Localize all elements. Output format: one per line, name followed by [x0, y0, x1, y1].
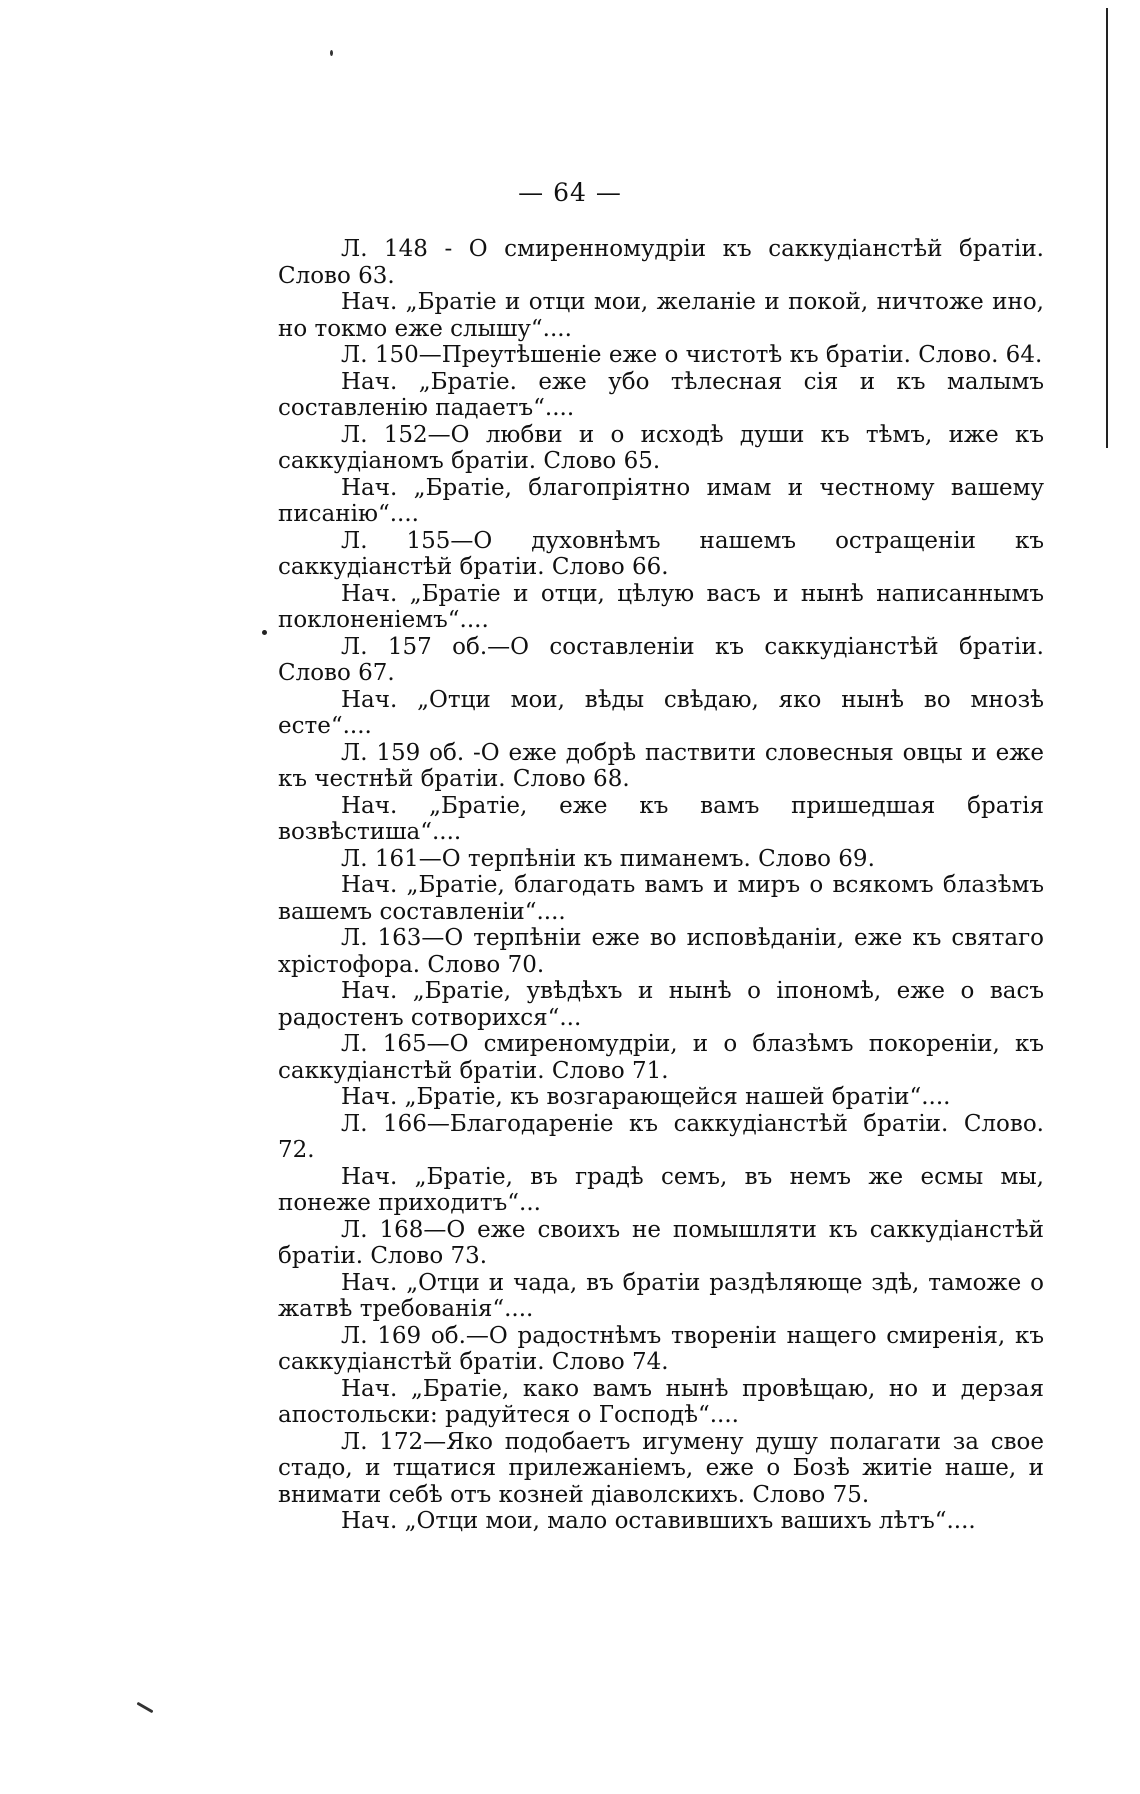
margin-mark [262, 630, 267, 635]
print-speck [136, 1702, 153, 1714]
entry-incipit: Нач. „Братіе, како вамъ нынѣ провѣщаю, но и дерзая апостольски: радуйтеся о Господѣ“.... [278, 1375, 1044, 1428]
entry-incipit: Нач. „Братіе и отци, цѣлую васъ и нынѣ написаннымъ поклоненіемъ“.... [278, 580, 1044, 633]
entry-heading: Л. 163—О терпѣніи еже во исповѣданіи, еже къ святаго хрістофора. Слово 70. [278, 925, 1044, 978]
print-speck [330, 50, 333, 56]
entry-incipit: Нач. „Отци и чада, въ братіи раздѣляюще здѣ, таможе о жатвѣ требованія“.... [278, 1269, 1044, 1322]
entry-heading: Л. 165—О смиреномудріи, и о блазѣмъ покореніи, къ саккудіанстѣй братіи. Слово 71. [278, 1031, 1044, 1084]
document-body [278, 236, 1044, 1535]
entry-incipit: Нач. „Отци мои, вѣды свѣдаю, яко нынѣ во мнозѣ есте“.... [278, 686, 1044, 739]
entry-heading: Л. 155—О духовнѣмъ нашемъ остращеніи къ саккудіанстѣй братіи. Слово 66. [278, 527, 1044, 580]
entry-heading: Л. 172—Яко подобаетъ игумену душу полагати за свое стадо, и тщатися прилежаніемъ, еже о Бозѣ житіе наше, и внимати себѣ отъ козней діаволскихъ. Слово 75. [278, 1428, 1044, 1508]
entry-incipit: Нач. „Братіе, еже къ вамъ пришедшая братія возвѣстиша“.... [278, 792, 1044, 845]
entry-incipit: Нач. „Братіе, благодать вамъ и миръ о всякомъ блазѣмъ вашемъ составленіи“.... [278, 872, 1044, 925]
entry-heading: Л. 152—О любви и о исходѣ души къ тѣмъ, иже къ саккудіаномъ братіи. Слово 65. [278, 421, 1044, 474]
entry-heading: Л. 148 - О смиренномудріи къ саккудіанстѣй братіи. Слово 63. [278, 236, 1044, 289]
entry-incipit: Нач. „Братіе, къ возгарающейся нашей братіи“.... [341, 1084, 951, 1110]
entry-heading: Л. 166—Благодареніе къ саккудіанстѣй братіи. Слово. 72. [278, 1110, 1044, 1163]
entry-incipit: Нач. „Отци мои, мало оставившихъ вашихъ лѣтъ“.... [341, 1508, 976, 1534]
entry-incipit: Нач. „Братіе, благопріятно имам и честному вашему писанію“.... [278, 474, 1044, 527]
entry-heading: Л. 159 об. -О еже добрѣ паствити словесныя овцы и еже къ честнѣй братіи. Слово 68. [278, 739, 1044, 792]
page-number: — 64 — [518, 178, 622, 207]
entry-incipit: Нач. „Братіе и отци мои, желаніе и покой, ничтоже ино, но токмо еже слышу“.... [278, 289, 1044, 342]
entry-incipit: Нач. „Братіе, увѣдѣхъ и нынѣ о іпономѣ, еже о васъ радостенъ сотворихся“... [278, 978, 1044, 1031]
entry-incipit: Нач. „Братіе, въ градѣ семъ, въ немъ же есмы мы, понеже приходитъ“... [278, 1163, 1044, 1216]
entry-heading: Л. 169 об.—О радостнѣмъ твореніи нащего смиренія, къ саккудіанстѣй братіи. Слово 74. [278, 1322, 1044, 1375]
entry-heading: Л. 157 об.—О составленіи къ саккудіанстѣй братіи. Слово 67. [278, 633, 1044, 686]
entry-heading: Л. 168—О еже своихъ не помышляти къ саккудіанстѣй братіи. Слово 73. [278, 1216, 1044, 1269]
entry-heading: Л. 161—О терпѣніи къ пиманемъ. Слово 69. [341, 845, 875, 872]
margin-rule-line [1106, 8, 1108, 448]
entry-incipit: Нач. „Братіе. еже убо тѣлесная сія и къ малымъ составленію падаетъ“.... [278, 368, 1044, 421]
entry-heading: Л. 150—Преутѣшеніе еже о чистотѣ къ братіи. Слово. 64. [341, 342, 1043, 368]
